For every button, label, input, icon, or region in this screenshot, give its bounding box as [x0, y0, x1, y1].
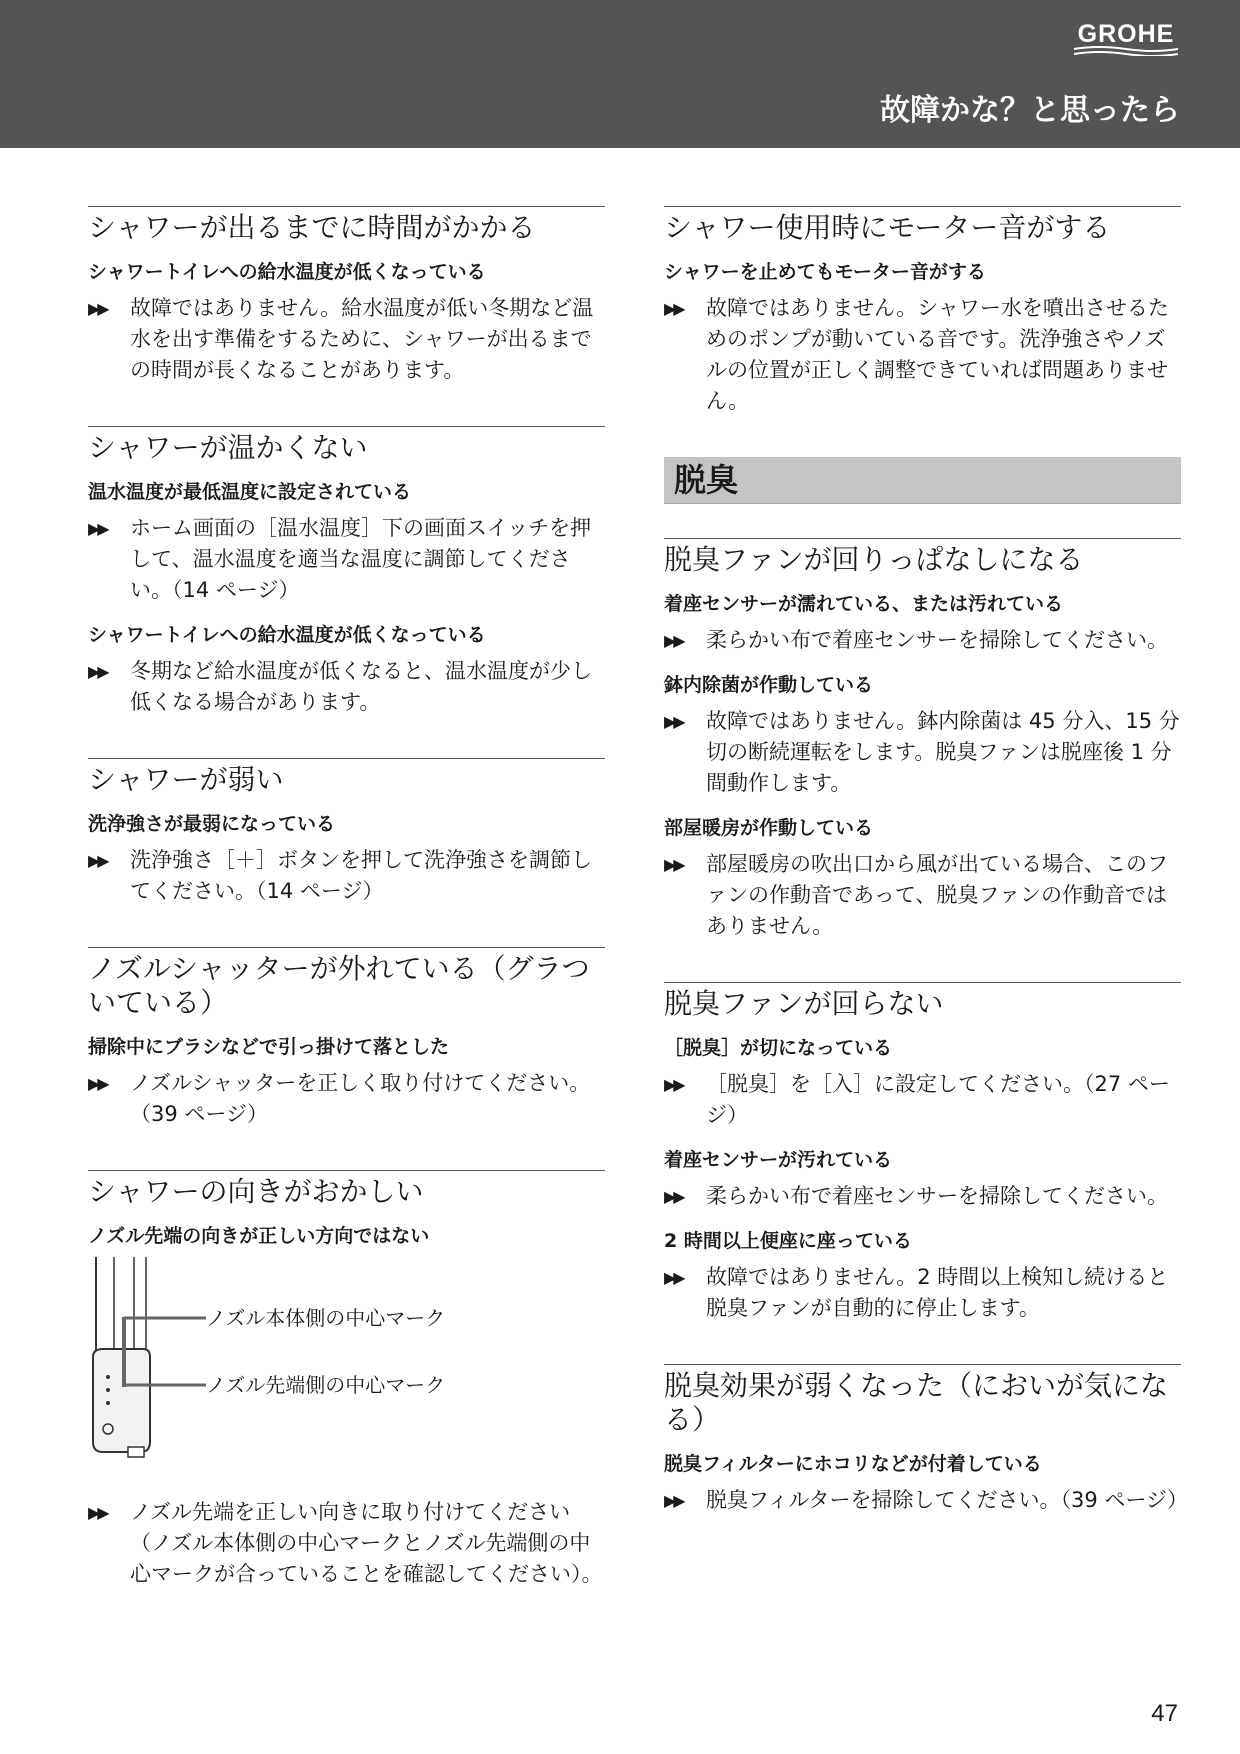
- remedy-text: 洗浄強さ［＋］ボタンを押して洗浄強さを調節してください。（14 ページ）: [130, 848, 592, 903]
- remedy-text: ノズル先端を正しい向きに取り付けてください（ノズル本体側の中心マークとノズル先端側の中心マークが合っていることを確認してください）。: [130, 1500, 603, 1586]
- remedy-text: 故障ではありません。シャワー水を噴出させるためのポンプが動いている音です。洗浄強さやノズルの位置が正しく調整できていれば問題ありません。: [706, 296, 1169, 413]
- cause-heading: 着座センサーが汚れている: [664, 1149, 893, 1171]
- remedy-item: [664, 1069, 1181, 1131]
- remedy-text: 冬期など給水温度が低くなると、温水温度が少し低くなる場合があります。: [130, 659, 592, 714]
- remedy-text: ノズルシャッターを正しく取り付けてください。（39 ページ）: [130, 1071, 591, 1126]
- double-arrow-icon: ▶▶: [664, 1268, 683, 1287]
- remedy-item: [664, 625, 1181, 656]
- cause-heading: 2 時間以上便座に座っている: [664, 1230, 912, 1252]
- brand-name: GROHE: [1077, 20, 1175, 48]
- cause-heading: シャワートイレへの給水温度が低くなっている: [88, 261, 486, 283]
- remedy-item: [664, 1181, 1181, 1212]
- remedy-item: [664, 1262, 1181, 1324]
- remedy-text: 柔らかい布で着座センサーを掃除してください。: [706, 628, 1168, 652]
- double-arrow-icon: ▶▶: [664, 1187, 683, 1206]
- double-arrow-icon: ▶▶: [664, 855, 683, 874]
- trouble-section: [88, 1170, 605, 1590]
- remedy-text: ホーム画面の［温水温度］下の画面スイッチを押して、温水温度を適当な温度に調節してください。（14 ページ）: [130, 516, 592, 602]
- remedy-item: [664, 293, 1181, 417]
- section-title: シャワー使用時にモーター音がする: [664, 206, 1181, 245]
- double-arrow-icon: ▶▶: [664, 712, 683, 731]
- grohe-logo: [1072, 20, 1180, 54]
- trouble-section: [88, 758, 605, 907]
- remedy-item: [664, 849, 1181, 942]
- remedy-text: ［脱臭］を［入］に設定してください。（27 ページ）: [706, 1072, 1170, 1127]
- remedy-text: 柔らかい布で着座センサーを掃除してください。: [706, 1184, 1168, 1208]
- remedy-text: 部屋暖房の吹出口から風が出ている場合、このファンの作動音であって、脱臭ファンの作動音ではありません。: [706, 852, 1168, 938]
- remedy-text: 故障ではありません。2 時間以上検知し続けると脱臭ファンが自動的に停止します。: [706, 1265, 1169, 1320]
- remedy-text: 故障ではありません。給水温度が低い冬期など温水を出す準備をするために、シャワーが出るまでの時間が長くなることがあります。: [130, 296, 594, 382]
- left-column: [88, 206, 605, 1630]
- double-arrow-icon: ▶▶: [88, 519, 107, 538]
- remedy-text: 故障ではありません。鉢内除菌は 45 分入、15 分切の断続運転をします。脱臭ファンは脱座後 1 分間動作します。: [706, 709, 1180, 795]
- double-arrow-icon: ▶▶: [88, 299, 107, 318]
- trouble-section: [664, 982, 1181, 1324]
- section-title: 脱臭効果が弱くなった（においが気になる）: [664, 1364, 1181, 1437]
- section-title: シャワーが出るまでに時間がかかる: [88, 206, 605, 245]
- right-column: [664, 206, 1188, 1556]
- section-title: シャワーが弱い: [88, 758, 605, 797]
- remedy-item: [88, 1497, 605, 1590]
- nozzle-figure: [88, 1257, 605, 1487]
- remedy-item: [664, 1485, 1188, 1516]
- remedy-item: [664, 706, 1181, 799]
- cause-heading: シャワートイレへの給水温度が低くなっている: [88, 624, 486, 646]
- cause-heading: 着座センサーが濡れている、または汚れている: [664, 593, 1064, 615]
- trouble-section: [664, 206, 1181, 417]
- page-number: 47: [1151, 1700, 1178, 1727]
- section-title: 脱臭ファンが回らない: [664, 982, 1181, 1021]
- cause-heading: シャワーを止めてもモーター音がする: [664, 261, 986, 283]
- section-title: ノズルシャッターが外れている（グラついている）: [88, 947, 605, 1020]
- double-arrow-icon: ▶▶: [664, 299, 683, 318]
- double-arrow-icon: ▶▶: [664, 631, 683, 650]
- section-title: シャワーの向きがおかしい: [88, 1170, 605, 1209]
- cause-heading: 鉢内除菌が作動している: [664, 674, 874, 696]
- remedy-item: [88, 293, 605, 386]
- figure-label-tip-mark: ノズル先端側の中心マーク: [206, 1373, 446, 1397]
- remedy-item: [88, 513, 605, 606]
- trouble-section: [88, 426, 605, 718]
- deodorize-band-title: 脱臭: [664, 457, 1181, 504]
- page-header: [0, 0, 1240, 148]
- cause-heading: 掃除中にブラシなどで引っ掛けて落とした: [88, 1036, 450, 1058]
- section-title: 脱臭ファンが回りっぱなしになる: [664, 538, 1181, 577]
- double-arrow-icon: ▶▶: [664, 1491, 683, 1510]
- trouble-section: [664, 538, 1181, 942]
- cause-heading: 洗浄強さが最弱になっている: [88, 813, 336, 835]
- section-title: シャワーが温かくない: [88, 426, 605, 465]
- logo-wave-icon: [1072, 46, 1180, 56]
- page-title: 故障かな？と思ったら: [880, 93, 1180, 128]
- trouble-section: [88, 206, 605, 386]
- double-arrow-icon: ▶▶: [88, 851, 107, 870]
- remedy-item: [88, 656, 605, 718]
- trouble-section: [88, 947, 605, 1130]
- cause-heading: ［脱臭］が切になっている: [664, 1037, 893, 1059]
- remedy-item: [88, 845, 605, 907]
- remedy-text: 脱臭フィルターを掃除してください。（39 ページ）: [706, 1488, 1188, 1512]
- cause-heading: ノズル先端の向きが正しい方向ではない: [88, 1225, 430, 1247]
- cause-heading: 温水温度が最低温度に設定されている: [88, 481, 412, 503]
- cause-heading: 脱臭フィルターにホコリなどが付着している: [664, 1453, 1042, 1475]
- double-arrow-icon: ▶▶: [88, 1074, 107, 1093]
- figure-label-body-mark: ノズル本体側の中心マーク: [206, 1306, 446, 1330]
- trouble-section: [664, 1364, 1188, 1516]
- remedy-item: [88, 1068, 605, 1130]
- cause-heading: 部屋暖房が作動している: [664, 817, 874, 839]
- double-arrow-icon: ▶▶: [664, 1075, 683, 1094]
- double-arrow-icon: ▶▶: [88, 1503, 107, 1522]
- double-arrow-icon: ▶▶: [88, 662, 107, 681]
